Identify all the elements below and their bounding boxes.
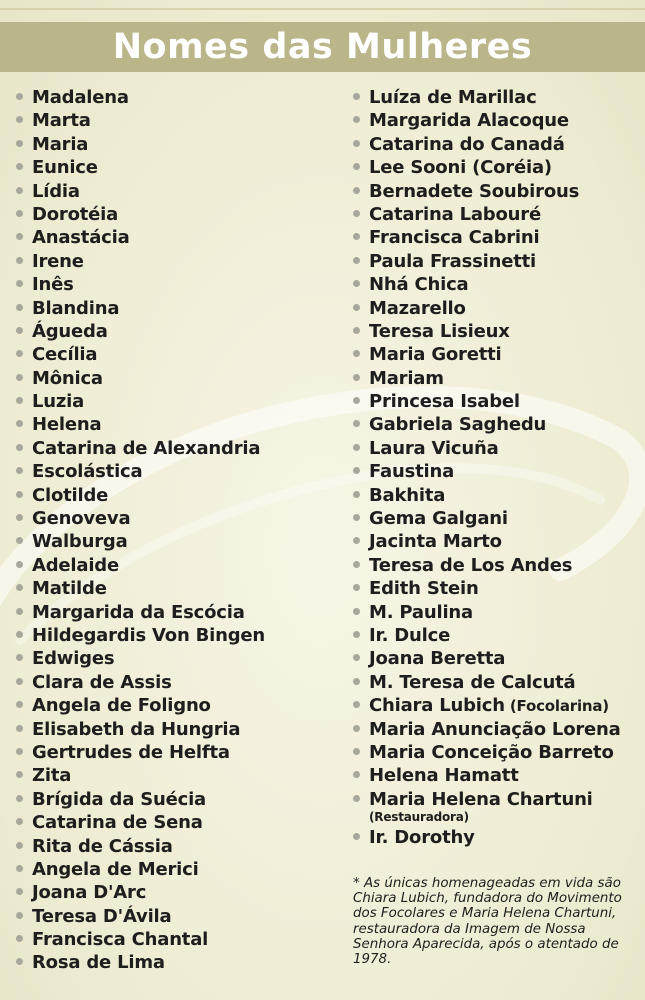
name-item (16, 109, 336, 132)
name-text: Gema Galgani (369, 508, 508, 530)
name-text: Laura Vicuña (369, 437, 499, 459)
bullet-icon (16, 561, 23, 568)
name-item (16, 577, 336, 600)
bullet-icon (16, 771, 23, 778)
bullet-icon (16, 888, 23, 895)
bullet-icon (353, 257, 360, 264)
name-note: (Restauradora) (369, 810, 469, 825)
name-text: Zita (32, 765, 72, 787)
bullet-icon (353, 444, 360, 451)
name-item (353, 297, 643, 320)
name-item (16, 601, 336, 624)
name-text: Ir. Dulce (369, 624, 451, 646)
bullet-icon (16, 608, 23, 615)
name-text: Maria Anunciação Lorena (369, 718, 621, 740)
name-item (16, 437, 336, 460)
name-item (353, 694, 643, 717)
name-text: M. Teresa de Calcutá (369, 671, 576, 693)
bullet-icon (16, 865, 23, 872)
footnote: * As únicas homenageadas em vida são Chiara Lubich, fundadora do Movimento dos Focolares e Maria Helena Chartuni, restauradora da Imagem de Nossa Senhora Aparecida, após o atentado de 1978. (353, 876, 622, 968)
name-item (353, 133, 643, 156)
name-item (16, 86, 336, 109)
name-text: Francisca Chantal (32, 929, 209, 951)
name-text: Faustina (369, 461, 455, 483)
name-text: Águeda (32, 320, 108, 342)
name-item (16, 671, 336, 694)
name-text: Princesa Isabel (369, 391, 520, 413)
name-item (353, 741, 643, 764)
bullet-icon (353, 771, 360, 778)
name-text: Teresa D'Ávila (32, 905, 172, 927)
name-text: Lídia (32, 180, 80, 202)
bullet-icon (16, 210, 23, 217)
bullet-icon (16, 584, 23, 591)
name-text: Clotilde (32, 484, 109, 506)
bullet-icon (353, 163, 360, 170)
name-item (353, 109, 643, 132)
name-text: Angela de Foligno (32, 695, 211, 717)
bullet-icon (16, 491, 23, 498)
bullet-icon (353, 725, 360, 732)
name-text: Anastácia (32, 227, 130, 249)
name-text: Lee Sooni (Coréia) (369, 157, 552, 179)
name-item (16, 320, 336, 343)
name-text: Genoveva (32, 508, 131, 530)
bullet-icon (16, 631, 23, 638)
name-text: Maria (32, 133, 89, 155)
name-text: Matilde (32, 578, 107, 600)
name-text: Jacinta Marto (369, 531, 502, 553)
name-text: Elisabeth da Hungria (32, 718, 241, 740)
name-text: Irene (32, 250, 84, 272)
bullet-icon (16, 350, 23, 357)
bullet-icon (353, 374, 360, 381)
name-item (16, 788, 336, 811)
name-text: Helena Hamatt (369, 765, 519, 787)
name-item (16, 905, 336, 928)
name-text: Teresa Lisieux (369, 320, 510, 342)
name-item (16, 273, 336, 296)
bullet-icon (353, 654, 360, 661)
name-text: Luzia (32, 391, 85, 413)
name-text: Joana Beretta (369, 648, 506, 670)
name-item (353, 156, 643, 179)
name-item (16, 226, 336, 249)
name-item (353, 484, 643, 507)
bullet-icon (353, 491, 360, 498)
name-item (353, 320, 643, 343)
bullet-icon (353, 327, 360, 334)
bullet-icon (353, 678, 360, 685)
name-text: Francisca Cabrini (369, 227, 540, 249)
name-text: Helena (32, 414, 102, 436)
name-item (16, 297, 336, 320)
names-list-left (16, 86, 336, 975)
name-item (16, 343, 336, 366)
name-text: Edith Stein (369, 578, 479, 600)
name-item (16, 460, 336, 483)
name-item (16, 367, 336, 390)
bullet-icon (16, 444, 23, 451)
name-item (16, 133, 336, 156)
name-item (353, 437, 643, 460)
name-item (16, 835, 336, 858)
name-item (16, 624, 336, 647)
name-text: Catarina de Alexandria (32, 437, 261, 459)
name-text: Gabriela Saghedu (369, 414, 547, 436)
name-item (353, 554, 643, 577)
bullet-icon (16, 537, 23, 544)
bullet-icon (16, 397, 23, 404)
name-item (16, 764, 336, 787)
name-text: Joana D'Arc (32, 882, 147, 904)
name-text: Gertrudes de Helfta (32, 741, 230, 763)
bullet-icon (16, 678, 23, 685)
name-text: Nhá Chica (369, 274, 469, 296)
name-suffix: (Focolarina) (504, 697, 609, 716)
bullet-icon (16, 140, 23, 147)
name-text: Dorotéia (32, 203, 119, 225)
name-item (16, 180, 336, 203)
name-item (16, 156, 336, 179)
bullet-icon (16, 93, 23, 100)
name-text: Eunice (32, 157, 98, 179)
name-item (16, 390, 336, 413)
bullet-icon (353, 537, 360, 544)
name-item (353, 367, 643, 390)
bullet-icon (16, 163, 23, 170)
name-item (353, 413, 643, 436)
bullet-icon (16, 280, 23, 287)
name-text: Clara de Assis (32, 671, 172, 693)
top-rule (0, 8, 645, 10)
bullet-icon (353, 514, 360, 521)
name-item (353, 460, 643, 483)
name-text: Walburga (32, 531, 128, 553)
name-item (16, 647, 336, 670)
name-text: Blandina (32, 297, 120, 319)
bullet-icon (16, 304, 23, 311)
bullet-icon (353, 631, 360, 638)
name-item (353, 226, 643, 249)
name-item (353, 86, 643, 109)
name-text: Catarina Labouré (369, 203, 541, 225)
name-text: Luíza de Marillac (369, 87, 537, 108)
name-text: Paula Frassinetti (369, 250, 537, 272)
bullet-icon (353, 397, 360, 404)
name-text: Hildegardis Von Bingen (32, 624, 266, 646)
name-text: M. Paulina (369, 601, 473, 623)
name-item (353, 180, 643, 203)
page-title: Nomes das Mulheres (112, 27, 533, 67)
bullet-icon (353, 187, 360, 194)
name-item (16, 811, 336, 834)
name-text: Mariam (369, 367, 444, 389)
bullet-icon (353, 304, 360, 311)
name-text: Maria Helena Chartuni (369, 788, 593, 810)
name-item (353, 530, 643, 553)
bullet-icon (353, 350, 360, 357)
bullet-icon (16, 795, 23, 802)
bullet-icon (353, 467, 360, 474)
name-text: Teresa de Los Andes (369, 554, 573, 576)
name-item (353, 203, 643, 226)
bullet-icon (353, 608, 360, 615)
name-item (16, 413, 336, 436)
name-text: Mazarello (369, 297, 466, 319)
name-text: Margarida Alacoque (369, 110, 569, 132)
name-text: Bakhita (369, 484, 446, 506)
bullet-icon (16, 374, 23, 381)
name-text: Rosa de Lima (32, 952, 165, 974)
bullet-icon (16, 748, 23, 755)
bullet-icon (16, 187, 23, 194)
bullet-icon (16, 701, 23, 708)
bullet-icon (16, 514, 23, 521)
name-item (353, 390, 643, 413)
name-text: Maria Goretti (369, 344, 502, 366)
name-text: Adelaide (32, 554, 120, 576)
name-item (353, 343, 643, 366)
name-item (353, 826, 643, 849)
name-text: Chiara Lubich (369, 695, 505, 717)
bullet-icon (16, 327, 23, 334)
bullet-icon (353, 140, 360, 147)
name-item (16, 858, 336, 881)
name-item (353, 788, 643, 826)
bullet-icon (16, 818, 23, 825)
bullet-icon (16, 420, 23, 427)
bullet-icon (16, 654, 23, 661)
bullet-icon (16, 257, 23, 264)
name-item (16, 928, 336, 951)
name-item (353, 671, 643, 694)
bullet-icon (353, 233, 360, 240)
bullet-icon (353, 116, 360, 123)
bullet-icon (353, 210, 360, 217)
name-text: Inês (32, 274, 74, 296)
bullet-icon (353, 561, 360, 568)
name-text: Mônica (32, 367, 103, 389)
bullet-icon (353, 93, 360, 100)
name-text: Angela de Merici (32, 858, 199, 880)
bullet-icon (353, 420, 360, 427)
name-item (353, 647, 643, 670)
name-text: Catarina do Canadá (369, 133, 565, 155)
names-list-right (353, 86, 643, 849)
bullet-icon (16, 467, 23, 474)
bullet-icon (353, 833, 360, 840)
name-text: Rita de Cássia (32, 835, 173, 857)
bullet-icon (353, 280, 360, 287)
bullet-icon (16, 725, 23, 732)
name-text: Maria Conceição Barreto (369, 741, 614, 763)
name-item (16, 250, 336, 273)
bullet-icon (16, 958, 23, 965)
name-item (16, 741, 336, 764)
name-text: Edwiges (32, 648, 115, 670)
name-item (353, 577, 643, 600)
name-item (16, 951, 336, 974)
bullet-icon (353, 748, 360, 755)
name-item (16, 530, 336, 553)
bullet-icon (16, 912, 23, 919)
name-item (353, 624, 643, 647)
name-item (16, 203, 336, 226)
bullet-icon (353, 584, 360, 591)
name-item (16, 554, 336, 577)
name-item (16, 718, 336, 741)
name-item (353, 273, 643, 296)
bullet-icon (353, 795, 360, 802)
name-item (16, 507, 336, 530)
name-item (16, 694, 336, 717)
name-text: Bernadete Soubirous (369, 180, 580, 202)
name-text: Brígida da Suécia (32, 788, 206, 810)
bullet-icon (353, 701, 360, 708)
name-item (16, 484, 336, 507)
title-banner (0, 22, 645, 72)
bullet-icon (16, 233, 23, 240)
name-text: Escolástica (32, 461, 143, 483)
name-item (353, 601, 643, 624)
name-text: Marta (32, 110, 91, 132)
bullet-icon (16, 842, 23, 849)
name-item (353, 250, 643, 273)
name-item (353, 718, 643, 741)
bullet-icon (16, 935, 23, 942)
name-item (16, 881, 336, 904)
name-text: Cecília (32, 344, 98, 366)
name-item (353, 764, 643, 787)
name-text: Catarina de Sena (32, 812, 203, 834)
name-text: Ir. Dorothy (369, 826, 475, 848)
name-item (353, 507, 643, 530)
name-text: Margarida da Escócia (32, 601, 245, 623)
name-text: Madalena (32, 87, 129, 108)
bullet-icon (16, 116, 23, 123)
